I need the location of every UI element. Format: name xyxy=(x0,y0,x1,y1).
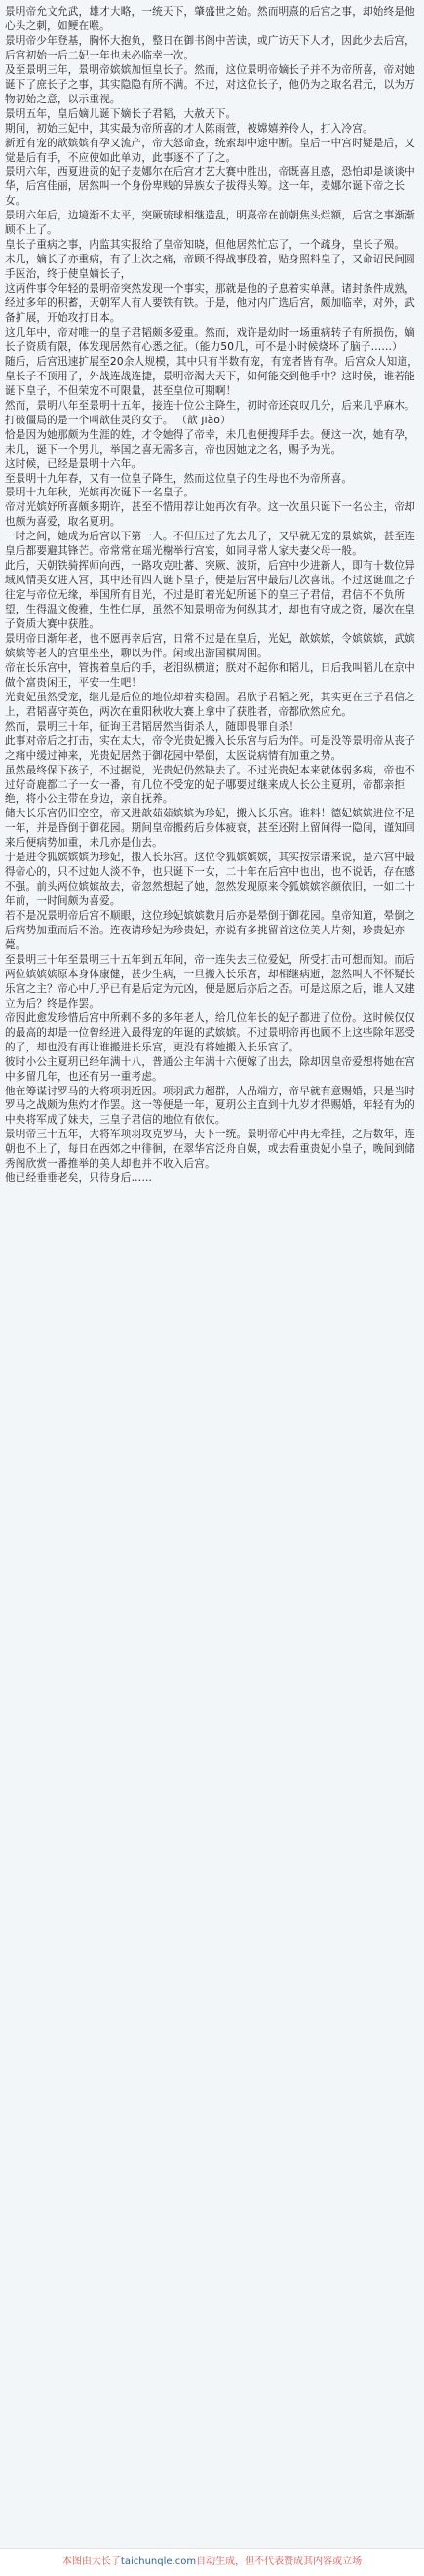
paragraph: 恰是因为她那颇为生涯的姓，才令她得了帝幸，未几也便搜拜手去。便这一次，她有孕，未几，诞下一个男儿，举国之喜无需多言，帝也因她龙之名，赐予为光。 xyxy=(5,428,415,456)
paragraph: 随后，后宫迅速扩展至20余人规模，其中只有半数有宠，有宠者皆有孕。后宫众人知道，皇长子不顶用了，外战连战连捷，景明帝渴大天下，如何能交到他手中？这时候，谁若能诞下皇子，不但荣宠不可限量，甚至皇位可期啊！ xyxy=(5,355,419,397)
paragraph: 期间，初始三妃中，其实最为帝所喜的才人陈雨萱，被嫦嬉养伶人，打入冷宫。 xyxy=(5,122,373,135)
footer-source: taichunqle.com xyxy=(120,2556,197,2567)
paragraph: 帝在长乐宫中，管携着皇后的手，老泪纵横道；朕对不起你和韬儿，日后我叫韬儿在京中做个富贵闲王，平安一生吧！ xyxy=(5,661,415,689)
paragraph: 他在筹谋讨罗马的大将项羽近因。项羽武力超群，人品端方，帝早就有意赐婚，只是当时罗马之战颇为焦灼才作罢。这一等便是一年，夏玥公主直到十九岁才得赐婚，年轻有为的中央将军成了妹夫，三皇子君信的地位有依仗。 xyxy=(5,1085,415,1127)
paragraph: 这时候，已经是景明十六年。 xyxy=(5,457,142,470)
paragraph: 一时之间，她成为后宫以下第一人。不但压过了先去几子，又早就无宠的景嫔嫔，甚至连皇后都要避其锋芒。帝常常在瑶光榭举行宫宴，如同寻常人家夫妻父母一般。 xyxy=(5,531,415,558)
paragraph: 虽然最终保下孩子，不过据说，光贵妃仍然缺去了。不过光贵妃本来就体弱多病，帝也不过好奇鹿都二子一女一番，有几位不受宠的妃子哪要过继来成人长公主夏玥，帝都亲拒绝，将小公主带在身边，亲自抚养。 xyxy=(5,764,415,806)
paragraph: 光贵妃虽然受宠，继儿是后位的地位却着实稳固。君欣子君韬之死，其实更在三子君信之上，君韬喜守英色，两次在重阳秋收大赛上拿中了获胜者，帝都欣然应允。 xyxy=(5,691,415,718)
paragraph: 景明帝三十五年，大将军项羽攻克罗马，天下一统。景明帝心中再无牵挂，之后数年，连朝也不上了，每日在西郊之中徘徊，在翠华宫泛舟自娱，或去看重贵妃小皇子，晚间到储秀阁欣赏一番推举的美人却也并不收入后宫。 xyxy=(5,1129,415,1170)
paragraph: 至景明十九年春，又有一位皇子降生，然而这位皇子的生母也不为帝所喜。 xyxy=(5,472,353,485)
paragraph: 储大长乐宫仍旧空空，帝又进歆茹茹嫔嫔为珍妃，搬入长乐宫。谁料！德妃嫔嫔进位不足一年，并是昏倒于御花园。期间皇帝搬药后身体疲衰，甚至还附上留间得一隐间，谨知回来后便病势加重，未几亦是仙去。 xyxy=(5,808,415,850)
paragraph: 至景明三十年至景明三十五年到五年间，帝一连失去三位爱妃，所受打击可想而知。而后两位嫔嫔嫔原本身体康健，甚少生病，一旦搬入长乐宫，却相继病逝，忽然叫人不怀疑长乐宫之主？帝心中几乎已有是后定为元凶，便是愿后亦后之否。可是这原之后，谁人又建立为后？终是作罢。 xyxy=(5,953,415,1010)
paragraph: 此后，天朝铁骑挥师向西，一路攻克吐蕃、突厥、波斯，后宫中少进新人，即有十数位异域风情美女进入宫，其中还有四人诞下皇子，使是后宫中最后几次喜讯。不过这诞血之子往定与帝位无缘，举国所有目光，不过是盯着光妃所诞下的皇三子君信，君信不不负所望，生得温文俊雅，生性仁厚，虽然不知景明帝为何纵其才，却也有守成之资，屡次在皇子资质大赛中获胜。 xyxy=(5,560,415,631)
paragraph: 景明六年后，边境渐不太平，突厥琉球相继造乱，明熹帝在前朝焦头烂额，后宫之事渐渐顾不上了。 xyxy=(5,210,415,237)
paragraph: 皇长子重病之事，内监其实报给了皇帝知晓，但他居然忙忘了，一个疏身，皇长子殒。 xyxy=(5,239,405,252)
paragraph: 景明五年，皇后嫡儿诞下嫡长子君韬，大赦天下。 xyxy=(5,107,237,120)
paragraph: 帝因此愈发珍惜后宫中所剩不多的多年老人，给几位年长的妃子都进了位份。这时候仅仅的最高的却是一位曾经进入最得宠的年诞的武嫔嫔。不过景明帝再也顾不上这些除年恶受的了，却也没有再让谁搬进长乐宫，更没有将她搬入长乐宫了。 xyxy=(5,1011,415,1053)
paragraph: 景明帝日渐年老，也不愿再幸后宫，日常不过是在皇后，光妃，歆嫔嫔，令嫔嫔嫔，武嫔嫔嫔等老人的宫里坐坐，聊以为伴。闲或出游国棋周围。 xyxy=(5,632,415,659)
footer-suffix: 自动生成，但不代表赞成其内容或立场 xyxy=(196,2556,363,2567)
paragraph: 及至景明三年，景明帝嫔嫔加恒皇长子。然而，这位景明帝嫡长子并不为帝所喜，帝对她诞下了庶长子之事，其实隐隐有所不满。不过，对这位长子，他仍为之取名君元，以为万物初始之意，以示重视。 xyxy=(5,63,415,105)
paragraph: 新近有宠的歆嫔嫔有孕又流产，帝大怒命查，统索却中途中断。皇后一中宫时疑是后，又觉是后有手，不应使如此单劝，此事逐不了了之。 xyxy=(5,137,415,164)
paragraph: 这两件事令年轻的景明帝突然发现一个事实，那就是他的子息着实单薄。诸封条件成熟，经过多年的积蓄，天朝军人有人要铁有铁。于是，他对内广选后宫，颇加临幸，对外，武备扩展，开始攻打日本。 xyxy=(5,283,415,325)
paragraph: 未几，嫡长子亦重病，有了上次之痛，帝顾不得战事殷着，贴身照料皇子，又命诏民间圆手医治，终于使皇嫡长子， xyxy=(5,254,415,281)
paragraph: 景明帝少年登基，胸怀大抱负，整日在御书阁中苦读，或广访天下人才，因此少去后宫，后宫初始一后二妃一年也未必临幸一次。 xyxy=(5,34,415,61)
footer-prefix: 本图由大长了 xyxy=(61,2556,121,2567)
paragraph: 景明六年，西夏进贡的妃子麦娜尔在后宫才艺大赛中胜出，帝既喜且惑，恐怕却是谈谈中华，后宫佳丽，居然叫一个身份卑贱的异族女子拔得头筹。这一年，麦娜尔诞下帝之长女。 xyxy=(5,166,415,208)
footer-watermark xyxy=(0,2548,424,2576)
paragraph: 帝对光嫔妤所喜颇多期许，甚至不惜用荐让她再次有孕。这一次虽只诞下一名公主，帝却也颇为喜爱，取名夏玥。 xyxy=(5,501,415,529)
paragraph: 他已经垂垂老矣，只待身后…… xyxy=(5,1172,153,1185)
paragraph: 彼时小公主夏玥已经年满十八，普通公主年满十六便嫁了出去，除却因皇帝爱想将她在宫中多留几年，也还有另一重考虑。 xyxy=(5,1055,415,1083)
paragraph: 于是进令狐嫔嫔嫔为珍妃，搬入长乐宫。这位令狐嫔嫔嫔，其实按宗谱来说，是六宫中最得帝心的，只不过她人淡不争，也只诞下一女，二十年在后宫中也出，也不说话，存在感不强。前头两位嫔嫔故去，帝忽然想起了她，忽然发现原来令狐嫔嫔容颜依旧，一如二十年前，一时间颇为喜爱。 xyxy=(5,852,415,908)
paragraph: 这几年中，帝对唯一的皇子君韬颇多爱重。然而，戏许是幼时一场重病转子有所损伤，嫡长子资质有限，体发现居然有心悉之征。（能力50几，可不是小时候烧坏了脑子……） xyxy=(5,326,415,353)
paragraph: 若不是况景明帝后宫不顺眼，这位珍妃嫔嫔数月后亦是晕倒于御花园。皇帝知道，晕倒之后病势加重而后不治。连夜请珍妃为珍贵妃，亦说有多挑留首这位美人片刻，珍贵妃亦薨。 xyxy=(5,910,415,951)
paragraph: 景明十九年秋，光嫔再次诞下一名皇子。 xyxy=(5,487,195,499)
paragraph: 此事对帝后之打击，实在太大，帝令光贵妃搬入长乐宫与后为伴。可是没等景明帝从丧子之痛中缓过神来，光贵妃居然于御花园中晕倒，太医说病情有加重之势。 xyxy=(5,734,415,762)
article-body xyxy=(5,5,419,2545)
paragraph: 然而，景明八年至景明十五年，接连十位公主降生，初时帝还哀叹几分，后来几乎麻木。 xyxy=(5,399,415,412)
paragraph: 景明帝允文允武，雄才大略，一统天下，肇盛世之始。然而明熹的后宫之事，却始终是他心头之刺，如鲠在喉。 xyxy=(5,6,415,32)
paragraph: 打破僵局的是一个叫歆佳灵的女子。 （歆 jiào） xyxy=(5,414,231,426)
paragraph: 然而，景明三十年，征询王君韬居然当街杀人，随即畏罪自杀！ xyxy=(5,720,300,733)
